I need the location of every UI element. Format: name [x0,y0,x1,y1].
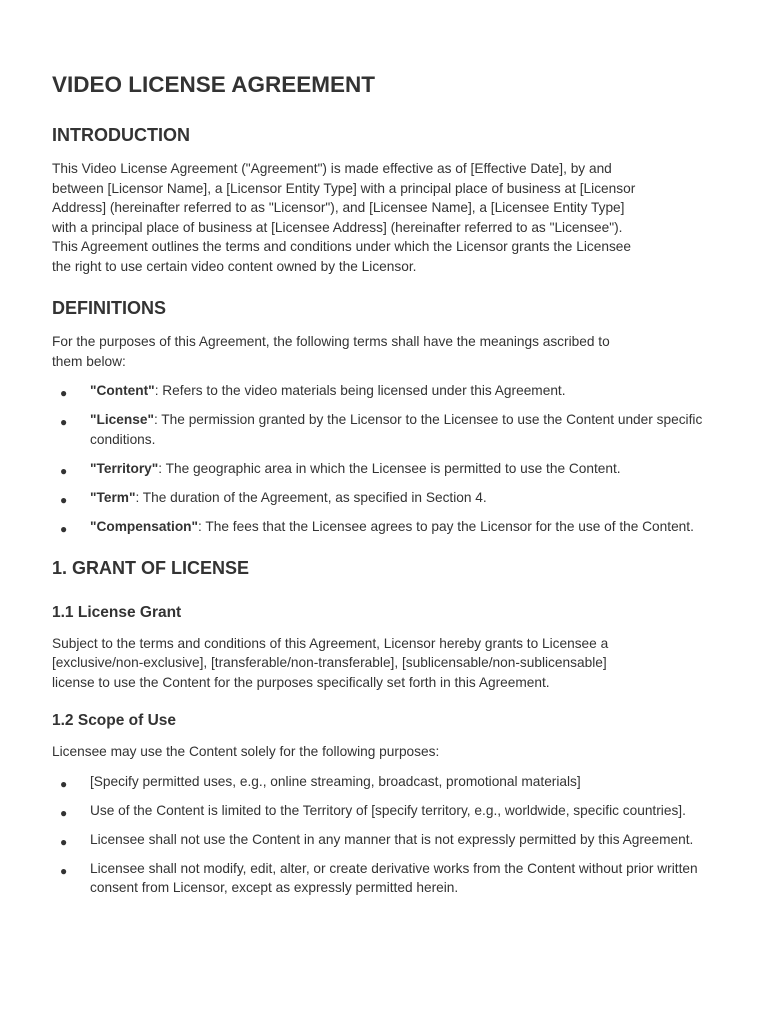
definitions-intro-line-1: For the purposes of this Agreement, the following terms shall have the meanings ascribed to [52,334,610,349]
definitions-intro [52,332,722,371]
license-grant-paragraph [52,634,722,693]
definition-text: : Refers to the video materials being licensed under this Agreement. [154,383,566,398]
definition-text: : The fees that the Licensee agrees to pay the Licensor for the use of the Content. [198,518,694,534]
bullet-icon: ● [60,805,68,820]
scope-item-text: Use of the Content is limited to the Territory of [specify territory, e.g., worldwide, specific countries]. [90,802,686,818]
definition-item-territory [52,459,722,479]
scope-item [52,772,722,792]
scope-intro: Licensee may use the Content solely for the following purposes: [52,744,440,759]
scope-item-text: [Specify permitted uses, e.g., online streaming, broadcast, promotional materials] [90,773,581,789]
definition-text: : The geographic area in which the Licensee is permitted to use the Content. [158,460,621,476]
scope-heading: 1.2 Scope of Use [52,712,177,729]
definition-item-license [52,410,722,449]
license-grant-line-1: Subject to the terms and conditions of this Agreement, Licensor hereby grants to Licensee a [52,635,609,651]
intro-line-4: with a principal place of business at [Licensee Address] (hereinafter referred to as "Licensee"). [52,219,623,235]
grant-heading: 1. GRANT OF LICENSE [52,557,250,578]
intro-line-2: between [Licensor Name], a [Licensor Entity Type] with a principal place of business at [Licensor [52,180,636,196]
document-title: VIDEO LICENSE AGREEMENT [52,72,375,97]
scope-item [52,801,722,821]
license-grant-heading: 1.1 License Grant [52,603,182,621]
document-page [52,70,722,907]
definition-text: : The duration of the Agreement, as specified in Section 4. [135,489,487,505]
definition-term: "Territory" [90,460,159,476]
introduction-heading: INTRODUCTION [52,125,190,145]
definition-term: "Compensation" [90,518,199,534]
intro-line-3: Address] (hereinafter referred to as "Licensor"), and [Licensee Name], a [Licensee Entity Type] [52,200,625,215]
intro-line-6: the right to use certain video content owned by the Licensor. [52,258,417,274]
definition-item-compensation [52,517,722,537]
scope-item-text: Licensee shall not modify, edit, alter, or create derivative works from the Content without prior written consent from Licensor, except as expressly permitted herein. [90,860,698,895]
intro-line-5: This Agreement outlines the terms and conditions under which the Licensor grants the Licensee [52,239,632,254]
bullet-icon: ● [60,386,68,400]
scope-item [52,859,722,898]
definitions-heading: DEFINITIONS [52,298,167,318]
bullet-icon: ● [60,863,68,878]
definitions-intro-line-2: them below: [52,353,126,369]
intro-line-1: This Video License Agreement ("Agreement") is made effective as of [Effective Date], by and [52,161,612,176]
license-grant-line-2: [exclusive/non-exclusive], [transferable/non-transferable], [sublicensable/non-sublicensable] [52,655,607,670]
definition-term: "License" [90,412,154,427]
scope-item [52,830,722,850]
bullet-icon: ● [60,521,68,536]
license-grant-line-3: license to use the Content for the purposes specifically set forth in this Agreement. [52,674,550,690]
bullet-icon: ● [60,415,68,429]
definitions-list [52,381,722,536]
bullet-icon: ● [60,492,68,507]
definition-term: "Term" [90,489,136,505]
bullet-icon: ● [60,834,68,849]
bullet-icon: ● [60,463,68,478]
definition-term: "Content" [90,383,155,398]
bullet-icon: ● [60,776,68,791]
scope-list [52,772,722,898]
definition-text: : The permission granted by the Licensor to the Licensee to use the Content under specific conditions. [90,412,703,447]
definition-item-term [52,488,722,508]
definition-item-content [52,381,722,401]
scope-item-text: Licensee shall not use the Content in any manner that is not expressly permitted by this Agreement. [90,831,694,847]
introduction-paragraph [52,159,722,276]
